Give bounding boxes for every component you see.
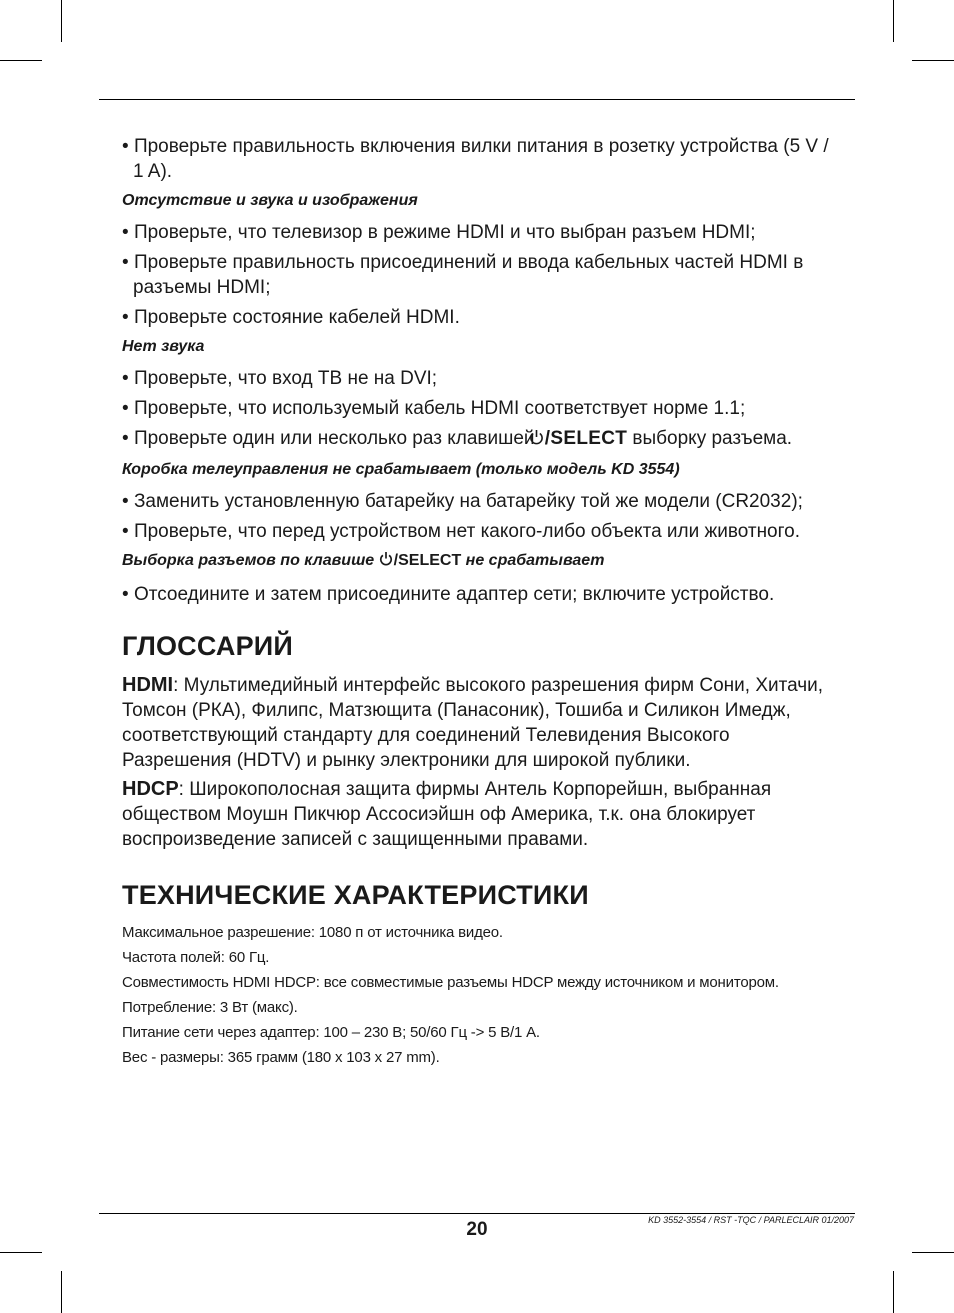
bullet-text: выборку разъема.: [627, 428, 793, 449]
list-item: • Проверьте, что телевизор в режиме HDMI и что выбран разъем HDMI;: [122, 222, 756, 243]
glossary-term: HDMI: [122, 674, 174, 696]
bullet-text: Проверьте, что вход ТВ не на DVI;: [133, 368, 438, 389]
crop-mark: [61, 0, 62, 42]
list-item: • Отсоедините и затем присоедините адаптер сети; включите устройство.: [122, 584, 775, 605]
glossary-entry: [122, 777, 842, 852]
troubleshoot-heading: Отсутствие и звука и изображения: [122, 192, 418, 209]
document-reference: KD 3552-3554 / RST -TQC / PARLECLAIR 01/2007: [648, 1215, 854, 1225]
glossary-term: HDCP: [122, 778, 179, 800]
crop-mark: [893, 0, 894, 42]
select-key-label: /SELECT: [544, 428, 628, 449]
crop-mark: [912, 1252, 954, 1253]
spec-line: Потребление: 3 Вт (макс).: [122, 999, 298, 1016]
spec-line: Питание сети через адаптер: 100 – 230 В; 50/60 Гц -> 5 В/1 А.: [122, 1024, 540, 1041]
bullet-text: Проверьте правильность включения вилки питания в розетку устройства (5 V / 1 A).: [133, 136, 829, 182]
troubleshoot-heading: Нет звука: [122, 338, 205, 355]
power-icon: [379, 551, 393, 574]
bullet-text: Проверьте, что телевизор в режиме HDMI и что выбран разъем HDMI;: [133, 222, 756, 243]
list-item: • Проверьте состояние кабелей HDMI.: [122, 307, 460, 328]
crop-mark: [0, 1252, 42, 1253]
crop-mark: [0, 60, 42, 61]
bullet-text: Заменить установленную батарейку на батарейку той же модели (CR2032);: [133, 491, 803, 512]
spec-line: Вес - размеры: 365 грамм (180 x 103 x 27 mm).: [122, 1049, 440, 1066]
bullet-text: Проверьте правильность присоединений и ввода кабельных частей HDMI в разъемы HDMI;: [133, 252, 804, 298]
bullet-text: Проверьте, что перед устройством нет какого-либо объекта или животного.: [133, 521, 800, 542]
list-item: • Проверьте один или несколько раз клавишей /SELECT выборку разъема.: [122, 426, 842, 453]
bullet-text: Отсоедините и затем присоедините адаптер сети; включите устройство.: [133, 584, 775, 605]
bullet-text: Проверьте, что используемый кабель HDMI соответствует норме 1.1;: [133, 398, 746, 419]
list-item: • Заменить установленную батарейку на батарейку той же модели (CR2032);: [122, 491, 803, 512]
crop-mark: [912, 60, 954, 61]
crop-mark: [893, 1271, 894, 1313]
crop-mark: [61, 1271, 62, 1313]
bullet-text: Проверьте один или несколько раз клавишей: [133, 428, 540, 449]
power-icon: [540, 428, 544, 453]
header-rule: [99, 99, 855, 100]
list-item: • Проверьте правильность включения вилки питания в розетку устройства (5 V / 1 A).: [122, 136, 829, 182]
spec-line: Частота полей: 60 Гц.: [122, 949, 270, 966]
glossary-title: ГЛОССАРИЙ: [122, 631, 294, 661]
select-key-label: /SELECT: [393, 552, 462, 569]
spec-line: Максимальное разрешение: 1080 п от источника видео.: [122, 924, 503, 941]
list-item: • Проверьте, что используемый кабель HDMI соответствует норме 1.1;: [122, 398, 746, 419]
page-content: [122, 134, 842, 1072]
troubleshoot-heading: [122, 550, 842, 574]
glossary-entry: [122, 673, 842, 773]
list-item: • Проверьте, что перед устройством нет какого-либо объекта или животного.: [122, 521, 800, 542]
page-number: 20: [466, 1219, 488, 1240]
spec-line: Совместимость HDMI HDCP: все совместимые разъемы HDCP между источником и монитором.: [122, 974, 779, 991]
troubleshoot-heading: Коробка телеуправления не срабатывает (только модель KD 3554): [122, 461, 680, 478]
list-item: • Проверьте, что вход ТВ не на DVI;: [122, 368, 438, 389]
heading-text: не срабатывает: [461, 552, 605, 569]
bullet-text: Проверьте состояние кабелей HDMI.: [133, 307, 460, 328]
heading-text: Выборка разъемов по клавише: [122, 552, 379, 569]
footer-rule: [99, 1213, 855, 1214]
list-item: • Проверьте правильность присоединений и ввода кабельных частей HDMI в разъемы HDMI;: [122, 252, 804, 298]
glossary-definition: : Мультимедийный интерфейс высокого разрешения фирм Сони, Хитачи, Томсон (РКА), Филипс, Матзющита (Панасоник), Тошиба и Силикон Имедж, соответствующий стандарту для соединений Телевидения Высокого Разрешения (HDTV) и рынку электроники для широкой публики.: [122, 675, 824, 771]
specs-title: ТЕХНИЧЕСКИЕ ХАРАКТЕРИСТИКИ: [122, 880, 589, 910]
glossary-definition: : Широкополосная защита фирмы Антель Корпорейшн, выбранная обществом Моушн Пикчюр Ассосиэйшн оф Америка, т.к. она блокирует воспроизведение записей с защищенными правами.: [122, 779, 772, 850]
